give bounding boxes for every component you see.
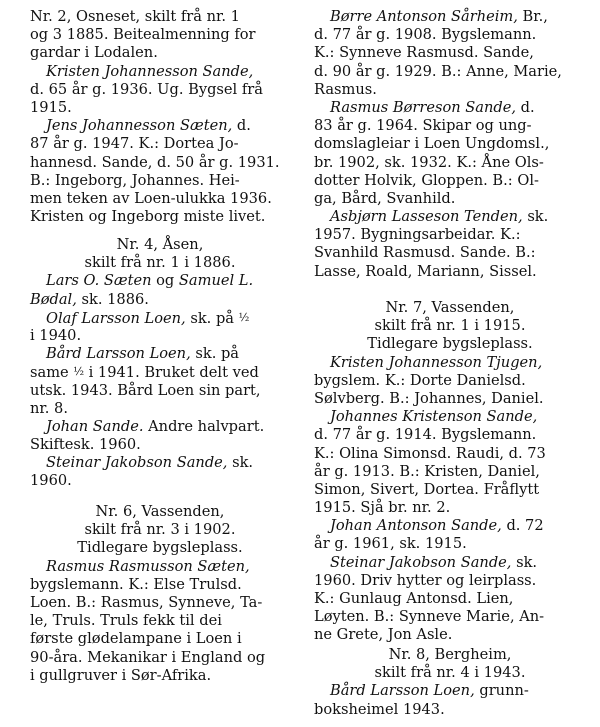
person-name-line — [30, 117, 290, 135]
entry-nr2 — [30, 8, 290, 226]
person-name: Lars O. Sæten — [46, 272, 152, 290]
person-name: Johan Sande. — [46, 417, 144, 435]
text-line: domslagleiar i Loen Ungdomsl., — [314, 135, 550, 153]
text-line: og 3 1885. Beitealmenning for — [30, 26, 256, 44]
fraction: ½ — [73, 365, 84, 379]
text-span: d. 72 — [506, 517, 544, 535]
section-heading: Nr. 6, Vassenden, — [95, 503, 225, 520]
person-name-line — [30, 309, 290, 327]
text-line: 83 år g. 1964. Skipar og ung- — [314, 117, 532, 135]
entry-nr8 — [314, 646, 586, 719]
text-line — [30, 291, 290, 309]
section-heading: Nr. 8, Bergheim, — [388, 646, 512, 663]
text-line: Nr. 2, Osneset, skilt frå nr. 1 — [30, 8, 240, 25]
text-line: Løyten. B.: Synneve Marie, An- — [314, 608, 545, 626]
conjunction: og — [156, 272, 175, 290]
person-name-line — [30, 272, 290, 290]
fraction: ½ — [238, 310, 250, 324]
entry-nr7 — [314, 299, 586, 645]
person-name-line — [30, 454, 290, 472]
text-line: d. 77 år g. 1908. Bygslemann. — [314, 26, 537, 44]
text-span: d. — [520, 98, 535, 116]
entry-borre — [314, 8, 586, 281]
person-name-line — [314, 8, 586, 26]
section-heading: skilt frå nr. 3 i 1902. — [84, 521, 236, 539]
text-line: men teken av Loen-ulukka 1936. — [30, 189, 272, 207]
entry-nr4 — [30, 236, 290, 491]
text-line: 90-åra. Mekanikar i England og — [30, 648, 266, 666]
text-line: K.: Olina Simonsd. Raudi, d. 73 — [314, 444, 546, 462]
text-line: gardar i Lodalen. — [30, 44, 158, 62]
person-name-line — [314, 208, 586, 226]
text-span: i 1941. Bruket delt ved — [88, 364, 259, 382]
text-line: 1960. Driv hytter og leirplass. — [314, 571, 537, 589]
text-span: same — [30, 364, 69, 382]
text-line: ne Grete, Jon Asle. — [314, 626, 453, 644]
person-name-line — [30, 345, 290, 363]
text-span: sk. — [232, 454, 254, 472]
text-line: 1915. Sjå br. nr. 2. — [314, 499, 451, 517]
person-name-line — [314, 99, 586, 117]
text-line: bygslem. K.: Dorte Danielsd. — [314, 371, 526, 389]
text-line: le, Truls. Truls fekk til dei — [30, 612, 222, 630]
text-line: B.: Ingeborg, Johannes. Hei- — [30, 171, 240, 189]
text-span: sk. på — [195, 345, 240, 363]
person-name: Samuel L. — [178, 272, 254, 290]
text-line: K.: Gunlaug Antonsd. Lien, — [314, 590, 514, 607]
person-name-line — [314, 517, 586, 535]
text-line: 1957. Bygningsarbeidar. K.: — [314, 226, 521, 244]
text-line: bygslemann. K.: Else Trulsd. — [30, 575, 242, 593]
section-heading: Nr. 4, Åsen, — [116, 236, 204, 253]
text-line: år g. 1913. B.: Kristen, Daniel, — [314, 462, 540, 480]
person-name: Bård Larsson Loen, — [330, 682, 475, 700]
person-name: Bård Larsson — [46, 345, 145, 363]
text-line — [30, 363, 290, 381]
person-name-line — [314, 408, 586, 426]
person-name: Kristen Johannesson Sande, — [46, 62, 254, 80]
text-line: 1960. — [30, 472, 72, 490]
text-span: sk. — [516, 553, 538, 571]
text-line: d. 65 år g. 1936. Ug. Bygsel frå — [30, 80, 263, 98]
text-line: Lasse, Roald, Mariann, Sissel. — [314, 262, 537, 280]
text-line: br. 1902, sk. 1932. K.: Åne Ols- — [314, 153, 544, 171]
text-line: boksheimel 1943. — [314, 700, 445, 718]
text-line: Skiftesk. 1960. — [30, 436, 141, 454]
section-heading: Tidlegare bygsleplass. — [367, 335, 533, 353]
person-name: Rasmus Børreson Sande, — [330, 98, 517, 116]
person-name-line — [30, 63, 290, 81]
text-span: sk. — [527, 208, 549, 226]
text-span: Br., — [522, 8, 548, 25]
person-name: Johan Antonson Sande, — [330, 517, 502, 535]
person-name: Børre Antonson Sårheim, — [330, 8, 518, 25]
person-name-line — [314, 354, 586, 372]
person-name-line — [314, 554, 586, 572]
person-name-line — [30, 558, 290, 576]
person-name: Steinar Jakobson Sande, — [46, 454, 228, 472]
section-heading: skilt frå nr. 4 i 1943. — [374, 664, 526, 682]
person-name: Olaf Larsson Loen, — [46, 309, 186, 327]
text-line: nr. 8. — [30, 399, 68, 417]
text-line: hannesd. Sande, d. 50 år g. 1931. — [30, 153, 280, 171]
text-line: 87 år g. 1947. K.: Dortea Jo- — [30, 135, 239, 153]
person-name: Loen, — [149, 345, 191, 363]
text-line: Simon, Sivert, Dortea. Fråflytt — [314, 480, 540, 498]
text-span: grunn- — [479, 682, 529, 700]
person-name-line — [30, 418, 290, 436]
text-line: ga, Bård, Svanhild. — [314, 189, 456, 207]
person-name: Kristen Johannesson Tjugen, — [330, 353, 543, 371]
person-name: Johannes Kristenson Sande, — [330, 408, 538, 426]
text-span: Andre halvpart. — [148, 417, 265, 435]
text-span: sk. 1886. — [81, 290, 149, 308]
section-heading: Tidlegare bygsleplass. — [77, 539, 243, 557]
text-line: Rasmus. — [314, 80, 377, 98]
section-heading: Nr. 7, Vassenden, — [385, 299, 515, 316]
text-line: år g. 1961, sk. 1915. — [314, 535, 467, 553]
name-continuation: d. — [236, 117, 251, 135]
person-name: Bødal, — [30, 290, 77, 308]
text-line: dotter Holvik, Gloppen. B.: Ol- — [314, 171, 539, 189]
text-line: K.: Synneve Rasmusd. Sande, — [314, 44, 534, 62]
text-line: Loen. B.: Rasmus, Synneve, Ta- — [30, 593, 263, 611]
text-line: Sølvberg. B.: Johannes, Daniel. — [314, 389, 544, 407]
section-heading: skilt frå nr. 1 i 1886. — [84, 254, 236, 272]
person-name-line — [314, 682, 586, 700]
text-line: d. 90 år g. 1929. B.: Anne, Marie, — [314, 62, 562, 80]
person-name: Jens Johannesson Sæten, — [46, 117, 233, 135]
text-line: 1915. — [30, 98, 72, 116]
text-line: utsk. 1943. Bård Loen sin part, — [30, 381, 261, 399]
text-line: d. 77 år g. 1914. Bygslemann. — [314, 426, 537, 444]
person-name: Rasmus Rasmusson Sæten, — [46, 557, 250, 575]
text-line: Kristen og Ingeborg miste livet. — [30, 208, 266, 226]
text-span: sk. på — [190, 309, 234, 327]
section-heading: skilt frå nr. 1 i 1915. — [374, 317, 526, 335]
person-name: Steinar Jakobson Sande, — [330, 553, 512, 571]
person-name: Asbjørn Lasseson Tenden, — [330, 208, 523, 226]
text-line: i 1940. — [30, 326, 82, 344]
entry-nr6 — [30, 503, 290, 685]
text-line: Svanhild Rasmusd. Sande. B.: — [314, 244, 536, 262]
text-line: i gullgruver i Sør-Afrika. — [30, 666, 212, 684]
text-line: første glødelampane i Loen i — [30, 630, 242, 648]
